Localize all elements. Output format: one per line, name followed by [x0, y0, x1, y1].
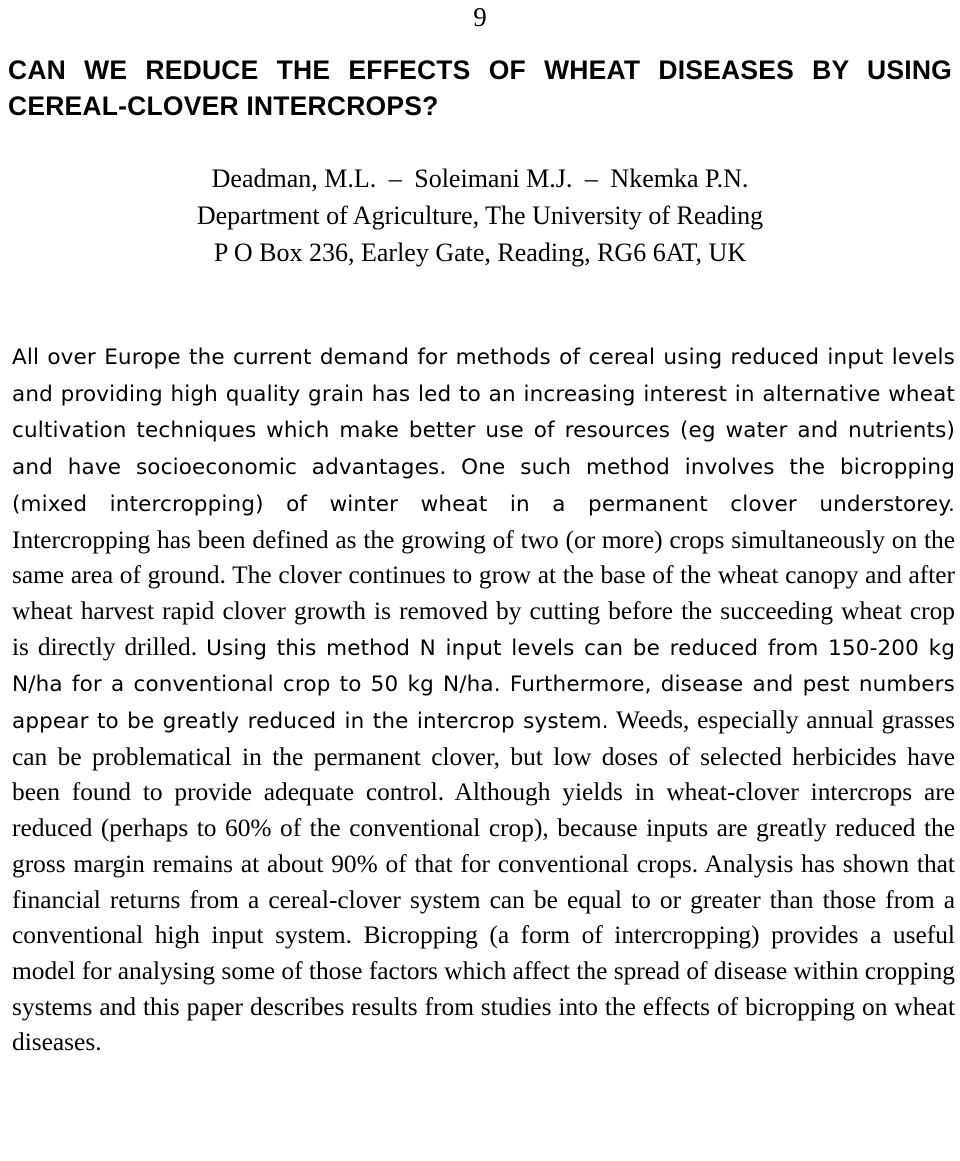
- author-separator: –: [584, 164, 598, 193]
- abstract-segment: Bicropping (a form of intercropping) provides a useful model for analysing some of those factors which affect the spread of disease within cropping systems and this paper describes results from studies into the effects of bicropping on wheat diseases.: [12, 921, 955, 1057]
- author-block: [0, 160, 960, 271]
- abstract-segment: Although yields in wheat-clover intercrops are reduced (perhaps to 60% of the conventional crop), because inputs are greatly reduced the gross margin remains at about 90% of that for conventional crops.: [12, 778, 956, 878]
- affiliation-line: Department of Agriculture, The University of Reading: [196, 201, 764, 230]
- page-number: 9: [473, 2, 487, 32]
- author-separator: –: [388, 164, 402, 193]
- author-list: [0, 160, 960, 197]
- affiliation-line: P O Box 236, Earley Gate, Reading, RG6 6AT, UK: [213, 238, 747, 267]
- author-name: Deadman, M.L.: [211, 164, 377, 193]
- author-name: Soleimani M.J.: [414, 164, 573, 193]
- paper-title: CAN WE REDUCE THE EFFECTS OF WHEAT DISEASES BY USING CEREAL-CLOVER INTERCROPS?: [8, 55, 952, 121]
- abstract-segment: Intercropping has been defined as the growing of two (or more) crops simultaneously on the same area of ground. The clover continues to grow at the base of the wheat canopy and after wheat harvest rapid clover growth is removed by cutting before the succeeding wheat crop is directly drilled.: [12, 525, 955, 661]
- abstract-segment: Weeds, especially annual grasses can be problematical in the permanent clover, but low doses of selected herbicides have been found to provide adequate control.: [12, 706, 956, 807]
- abstract-segment: Analysis has shown that financial returns from a cereal-clover system can be equal to or greater than those from a conventional high input system.: [12, 849, 955, 950]
- abstract-segment: Using this method N input levels can be reduced from 150-200 kg N/ha for a conventional crop to 50 kg N/ha. Furthermore, disease and pest numbers appear to be greatly reduced in the intercrop system.: [12, 635, 955, 735]
- abstract-segment: All over Europe the current demand for methods of cereal using reduced input levels and providing high quality grain has led to an increasing interest in alternative wheat cultivation techniques which make better use of resources (eg water and nutrients) and have socioeconomic advantages. One such method involves the bicropping (mixed intercropping) of winter wheat in a permanent clover understorey.: [12, 345, 955, 517]
- author-name: Nkemka P.N.: [610, 164, 749, 193]
- abstract-paragraph: [12, 339, 955, 1061]
